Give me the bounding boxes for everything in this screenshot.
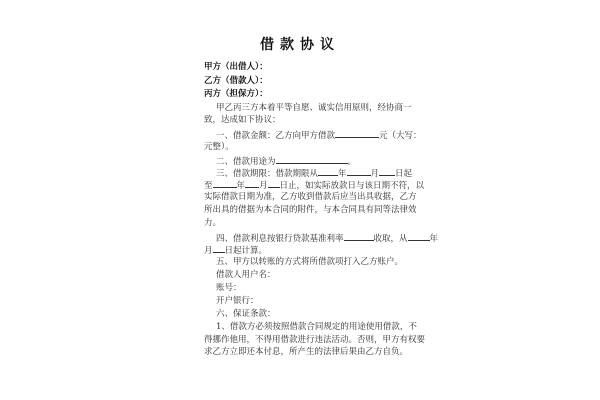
bank-label: 开户银行： [216,296,259,306]
clause-4-year: 年 [429,234,439,244]
end-year-blank[interactable] [213,179,237,188]
end-day-blank[interactable] [268,179,280,188]
start-month-blank[interactable] [347,167,371,176]
clause-2-text-b: 。 [347,157,357,167]
clause-4-text-e: 日起计算。 [224,246,268,256]
account-name-label: 借款人用户名： [216,270,276,280]
clause-5-transfer: 五、甲方以转账的方式将所借款项打入乙方账户。 [216,257,404,267]
clause-2-text-a: 二、借款用途为 [216,157,276,167]
party-b-label: 乙方（借款人）： [204,76,268,86]
party-a-label: 甲方（出借人）： [204,62,268,72]
clause-4-text-d: 月 [204,246,213,256]
clause-3-year-2: 年 [236,181,246,191]
clause-3-line-5: 力。 [204,218,222,228]
clause-3-month-2: 月 [259,181,268,191]
clause-3-line-4: 所出具的借据为本合同的附件，与本合同具有同等法律效 [204,205,417,215]
intro-line-2: 致，达成如下协议： [204,115,281,125]
clause-1-line-2: 元整）。 [204,142,234,152]
amount-blank[interactable] [335,129,379,138]
intro-line-1: 甲乙丙三方本着平等自愿、诚实信用原则，经协商一 [216,103,412,113]
clause-6-line-1: 1、借款方必须按照借款合同规定的用途使用借款，不 [216,322,417,332]
clause-4-text-b: 收取，从 [373,234,408,244]
document-title: 借款协议 [260,37,340,53]
end-month-blank[interactable] [245,179,259,188]
clause-3-day-1: 日起 [395,169,413,179]
clause-3-year-1: 年 [338,169,347,179]
clause-3-line-2 [204,179,424,192]
purpose-blank[interactable] [276,155,348,164]
clause-3-text-h: 日止，如实际放款日与该日期不符，以 [279,181,425,191]
clause-3-text-e: 至 [204,181,213,191]
clause-3-month-1: 月 [370,169,380,179]
clause-3-text-a: 三、借款期限：借款期限从 [216,169,319,179]
party-c-label: 丙方（担保方）： [204,89,268,99]
start-day-blank[interactable] [379,167,395,176]
interest-day-blank[interactable] [213,244,225,253]
account-number-label: 账号： [216,283,242,293]
interest-year-blank[interactable] [408,232,430,241]
clause-6-line-3: 求乙方立即还本付息，所产生的法律后果由乙方自负。 [204,347,409,357]
clause-4-text-a: 四、借款利息按银行贷款基准利率 [216,234,344,244]
clause-1-amount [216,129,422,142]
interest-rate-blank[interactable] [344,232,374,241]
clause-4-line-2 [204,244,267,257]
clause-3-line-3: 实际借款日期为准，乙方收到借款后应当出具收据，乙方 [204,192,417,202]
clause-1-text-a: 一、借款金额：乙方向甲方借款 [216,131,336,141]
clause-6-title: 六、保证条款： [216,309,276,319]
clause-6-line-2: 得挪作他用，不得用借款进行违法活动。否则，甲方有权要 [204,335,426,345]
start-year-blank[interactable] [318,167,338,176]
clause-1-text-b: 元（大写： [379,131,422,141]
